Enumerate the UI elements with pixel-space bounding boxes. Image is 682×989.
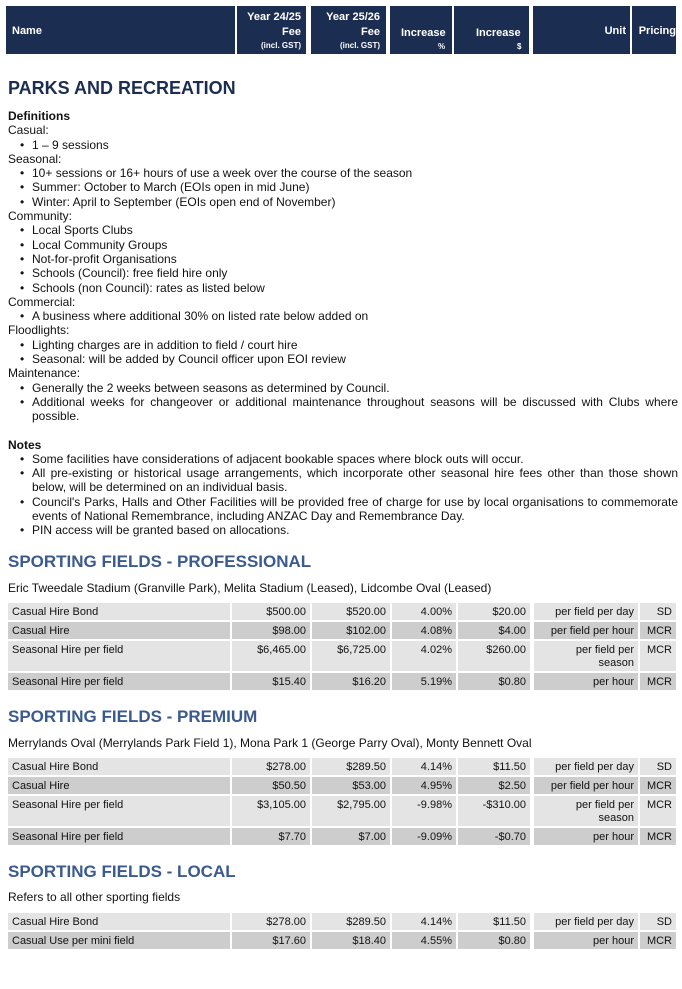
header-pricing: Pricing	[638, 25, 676, 37]
definition-list	[8, 138, 678, 152]
row-increase-pct: 4.14%	[392, 913, 456, 930]
header-name-cell	[6, 6, 235, 54]
row-fee-2425: $500.00	[232, 603, 310, 620]
header-name: Name	[12, 25, 42, 37]
table-row	[8, 758, 676, 775]
definition-item: • Additional weeks for changeover or additional maintenance throughout seasons will be discussed with Clubs where possible.	[8, 395, 678, 424]
definition-item: • Lighting charges are in addition to field / court hire	[8, 338, 678, 352]
definition-list	[8, 381, 678, 424]
row-fee-2526: $2,795.00	[312, 796, 390, 826]
definition-item: • Local Sports Clubs	[8, 223, 678, 237]
row-fee-2526: $53.00	[312, 777, 390, 794]
row-increase-dollar: $0.80	[458, 932, 530, 949]
header-unit-cell	[533, 6, 630, 54]
header-increase-pct-unit: %	[438, 42, 446, 51]
row-pricing: MCR	[640, 641, 676, 671]
definition-item: • 1 – 9 sessions	[8, 138, 678, 152]
row-fee-2526: $16.20	[312, 673, 390, 690]
row-unit: per field per hour	[534, 622, 638, 639]
section-title-local: SPORTING FIELDS - LOCAL	[8, 862, 236, 881]
row-increase-pct: 4.95%	[392, 777, 456, 794]
venue-professional: Eric Tweedale Stadium (Granville Park), Melita Stadium (Leased), Lidcombe Oval (Leased)	[8, 581, 492, 595]
definition-label: Community:	[8, 209, 73, 224]
table-row	[8, 932, 676, 949]
row-fee-2425: $278.00	[232, 758, 310, 775]
definition-item: • 10+ sessions or 16+ hours of use a week over the course of the season	[8, 166, 678, 180]
header-year1-cell	[237, 6, 306, 54]
row-unit: per field per day	[534, 758, 638, 775]
row-increase-pct: 4.08%	[392, 622, 456, 639]
header-year2-cell	[311, 6, 386, 54]
section-title-professional: SPORTING FIELDS - PROFESSIONAL	[8, 552, 312, 571]
row-increase-dollar: -$0.70	[458, 828, 530, 845]
row-unit: per field per day	[534, 603, 638, 620]
row-increase-dollar: $11.50	[458, 913, 530, 930]
row-increase-dollar: $0.80	[458, 673, 530, 690]
row-increase-dollar: $11.50	[458, 758, 530, 775]
header-increase-dollar: Increase	[476, 27, 521, 39]
row-fee-2526: $289.50	[312, 758, 390, 775]
row-unit: per hour	[534, 673, 638, 690]
row-increase-dollar: $4.00	[458, 622, 530, 639]
row-fee-2425: $17.60	[232, 932, 310, 949]
venue-local: Refers to all other sporting fields	[8, 890, 181, 904]
row-increase-dollar: $20.00	[458, 603, 530, 620]
row-name: Casual Hire	[8, 622, 230, 639]
row-increase-pct: 4.14%	[392, 758, 456, 775]
header-pricing-cell	[632, 6, 676, 54]
table-row	[8, 641, 676, 671]
header-year1: Year 24/25	[247, 11, 301, 23]
row-increase-dollar: -$310.00	[458, 796, 530, 826]
definition-item: • Summer: October to March (EOIs open in mid June)	[8, 180, 678, 194]
definition-label: Casual:	[8, 123, 49, 138]
row-unit: per field per day	[534, 913, 638, 930]
row-pricing: SD	[640, 913, 676, 930]
definitions-title: Definitions	[8, 109, 70, 123]
row-increase-dollar: $260.00	[458, 641, 530, 671]
definition-list	[8, 166, 678, 209]
definition-item: • Schools (Council): free field hire only	[8, 266, 678, 280]
row-pricing: MCR	[640, 777, 676, 794]
row-increase-pct: 4.55%	[392, 932, 456, 949]
note-item: • Some facilities have considerations of adjacent bookable spaces where block outs will occur.	[8, 452, 678, 466]
row-pricing: MCR	[640, 932, 676, 949]
definition-item: • Schools (non Council): rates as listed below	[8, 281, 678, 295]
header-increase-dollar-unit: $	[517, 42, 522, 51]
notes-list	[8, 452, 678, 538]
row-fee-2526: $7.00	[312, 828, 390, 845]
definition-label: Commercial:	[8, 294, 76, 309]
note-item: • Council's Parks, Halls and Other Facilities will be provided free of charge for use by local organisations to commemorate events of National Remembrance, including ANZAC Day and Remembrance Day.	[8, 495, 678, 524]
row-name: Seasonal Hire per field	[8, 828, 230, 845]
venue-premium: Merrylands Oval (Merrylands Park Field 1), Mona Park 1 (George Parry Oval), Monty Bennett Oval	[8, 736, 532, 750]
section-title-premium: SPORTING FIELDS - PREMIUM	[8, 707, 258, 726]
header-year2-gst: (incl. GST)	[340, 41, 380, 50]
row-unit: per hour	[534, 828, 638, 845]
row-increase-pct: -9.09%	[392, 828, 456, 845]
header-increase-pct: Increase	[401, 27, 446, 39]
definition-label: Floodlights:	[8, 323, 70, 338]
definition-list	[8, 338, 678, 367]
row-pricing: SD	[640, 758, 676, 775]
definition-item: • Seasonal: will be added by Council officer upon EOI review	[8, 352, 678, 366]
row-increase-pct: 4.02%	[392, 641, 456, 671]
row-fee-2425: $15.40	[232, 673, 310, 690]
row-increase-dollar: $2.50	[458, 777, 530, 794]
row-unit: per hour	[534, 932, 638, 949]
row-unit: per field per season	[534, 796, 638, 826]
table-row	[8, 673, 676, 690]
definitions-block	[8, 109, 678, 538]
definition-label: Seasonal:	[8, 151, 62, 166]
row-name: Casual Hire	[8, 777, 230, 794]
header-year1-fee: Fee	[282, 26, 301, 38]
header-increase-dollar-cell	[454, 6, 529, 54]
header-increase-pct-cell	[390, 6, 452, 54]
definition-item: • A business where additional 30% on listed rate below added on	[8, 309, 678, 323]
definition-list	[8, 223, 678, 294]
definition-item: • Local Community Groups	[8, 238, 678, 252]
header-unit: Unit	[604, 25, 626, 37]
notes-title: Notes	[8, 437, 42, 452]
row-fee-2526: $102.00	[312, 622, 390, 639]
row-pricing: SD	[640, 603, 676, 620]
row-increase-pct: 5.19%	[392, 673, 456, 690]
row-increase-pct: 4.00%	[392, 603, 456, 620]
definition-label: Maintenance:	[8, 366, 81, 381]
row-name: Casual Use per mini field	[8, 932, 230, 949]
row-pricing: MCR	[640, 673, 676, 690]
note-item: • PIN access will be granted based on allocations.	[8, 523, 678, 537]
table-row	[8, 622, 676, 639]
row-name: Casual Hire Bond	[8, 913, 230, 930]
row-pricing: MCR	[640, 622, 676, 639]
row-pricing: MCR	[640, 828, 676, 845]
row-name: Seasonal Hire per field	[8, 796, 230, 826]
header-year2-fee: Fee	[361, 26, 380, 38]
row-fee-2425: $278.00	[232, 913, 310, 930]
row-fee-2425: $6,465.00	[232, 641, 310, 671]
row-increase-pct: -9.98%	[392, 796, 456, 826]
row-fee-2425: $98.00	[232, 622, 310, 639]
row-name: Casual Hire Bond	[8, 603, 230, 620]
table-row	[8, 913, 676, 930]
definition-list	[8, 309, 678, 323]
table-row	[8, 828, 676, 845]
note-item: • All pre-existing or historical usage arrangements, which incorporate other seasonal hire fees other than those shown below, will be determined on an individual basis.	[8, 466, 678, 495]
header-year2: Year 25/26	[326, 11, 380, 23]
row-unit: per field per hour	[534, 777, 638, 794]
definition-item: • Generally the 2 weeks between seasons as determined by Council.	[8, 381, 678, 395]
row-pricing: MCR	[640, 796, 676, 826]
row-fee-2425: $50.50	[232, 777, 310, 794]
table-row	[8, 603, 676, 620]
row-name: Seasonal Hire per field	[8, 641, 230, 671]
row-name: Casual Hire Bond	[8, 758, 230, 775]
row-unit: per field per season	[534, 641, 638, 671]
row-fee-2425: $3,105.00	[232, 796, 310, 826]
header-year1-gst: (incl. GST)	[261, 41, 301, 50]
definition-item: • Winter: April to September (EOIs open end of November)	[8, 195, 678, 209]
row-fee-2526: $18.40	[312, 932, 390, 949]
table-row	[8, 796, 676, 826]
row-fee-2526: $520.00	[312, 603, 390, 620]
row-fee-2526: $6,725.00	[312, 641, 390, 671]
definition-item: • Not-for-profit Organisations	[8, 252, 678, 266]
page-title: PARKS AND RECREATION	[8, 78, 236, 98]
row-fee-2425: $7.70	[232, 828, 310, 845]
row-name: Seasonal Hire per field	[8, 673, 230, 690]
definitions-groups	[8, 123, 678, 423]
row-fee-2526: $289.50	[312, 913, 390, 930]
table-row	[8, 777, 676, 794]
